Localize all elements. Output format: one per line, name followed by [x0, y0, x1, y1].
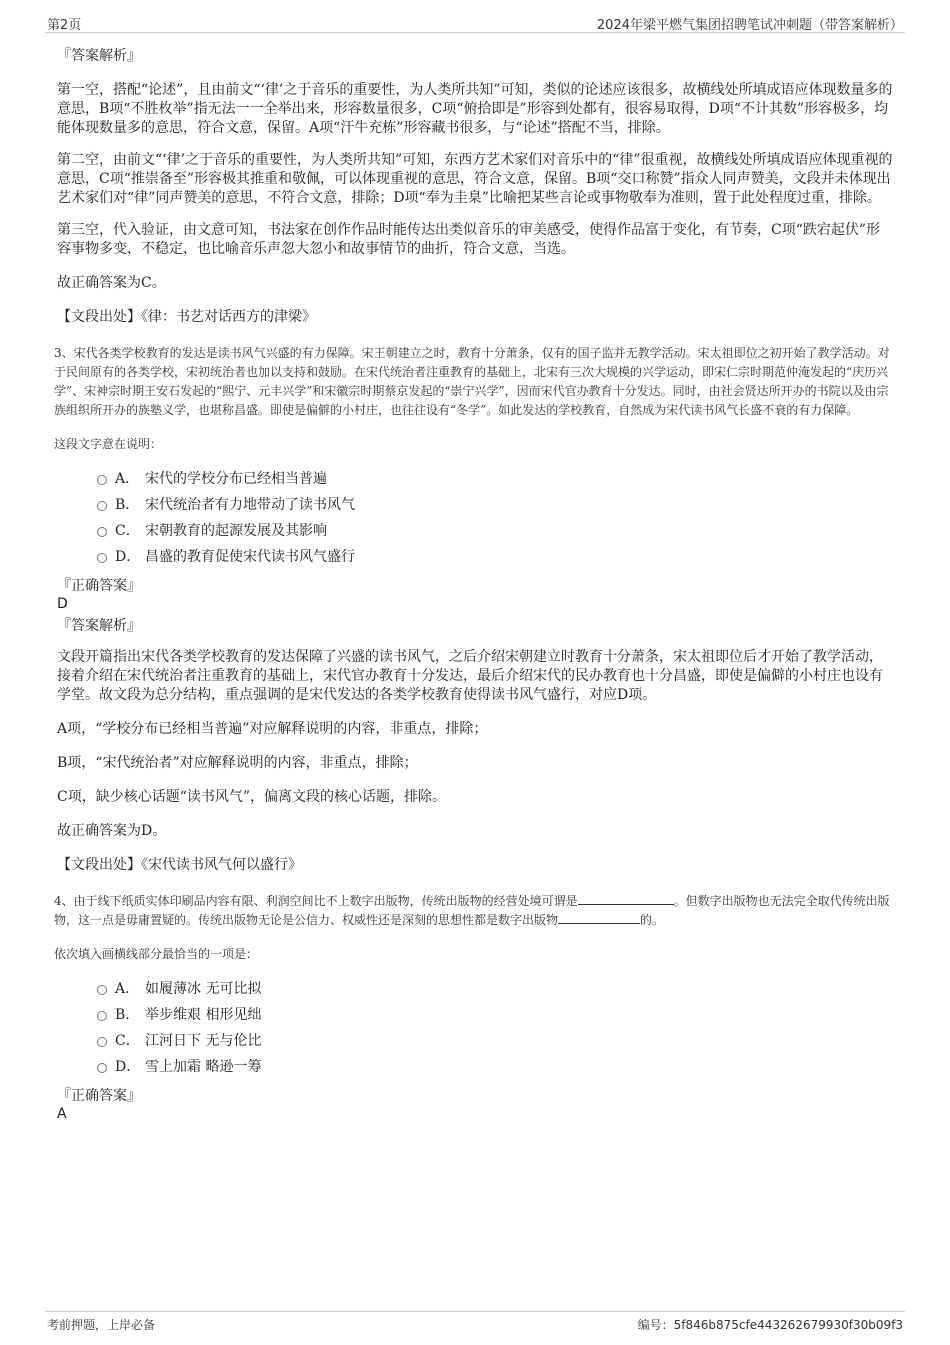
radio-icon[interactable] — [97, 553, 107, 563]
question-prompt: 这段文字意在说明： — [54, 437, 163, 451]
footer-slogan: 考前押题，上岸必备 — [47, 1318, 156, 1332]
source-citation: 【文段出处】《宋代读书风气何以盛行》 — [57, 857, 302, 873]
option-list — [57, 976, 893, 1080]
radio-icon[interactable] — [97, 475, 107, 485]
radio-icon[interactable] — [97, 527, 107, 537]
page-header — [45, 12, 905, 33]
radio-icon[interactable] — [97, 985, 107, 995]
answer-label: 『正确答案』 — [57, 578, 141, 594]
analysis-paragraph: 文段开篇指出宋代各类学校教育的发达保障了兴盛的读书风气，之后介绍宋朝建立时教育十分萧条，宋太祖即位后才开始了教学活动，接着介绍在宋代统治者注重教育的基础上，宋代官办教育十分发达，最后介绍宋代的民办教育也十分昌盛，即使是偏僻的小村庄也设有学堂。故文段为总分结构，重点强调的是宋代发达的各类学校教育使得读书风气盛行，对应D项。 — [57, 649, 883, 703]
source-citation: 【文段出处】《律：书艺对话西方的津梁》 — [57, 309, 316, 325]
radio-icon[interactable] — [97, 1063, 107, 1073]
document-title: 2024年梁平燃气集团招聘笔试冲刺题（带答案解析） — [596, 18, 903, 33]
correct-answer: D — [57, 596, 68, 612]
option-list — [57, 466, 893, 570]
option-a[interactable]: A． 宋代的学校分布已经相当普遍 — [57, 466, 893, 492]
radio-icon[interactable] — [97, 1037, 107, 1047]
analysis-paragraph: 第一空，搭配“论述”，且由前文“‘律’之于音乐的重要性，为人类所共知”可知，类似的论述应该很多，故横线处所填成语应体现数量多的意思，B项“不胜枚举”指无法一一全举出来，形容数量很多，C项“俯拾即是”形容到处都有，很容易取得，D项“不计其数”形容极多，均能体现数量多的意思，符合文意，保留。A项“汗牛充栋”形容藏书很多，与“论述”搭配不当，排除。 — [57, 82, 893, 136]
correct-answer: A — [57, 1106, 67, 1122]
answer-label: 『正确答案』 — [57, 1088, 141, 1104]
conclusion: 故正确答案为D。 — [57, 823, 167, 839]
analysis-label: 『答案解析』 — [57, 48, 141, 64]
question-passage: 3、宋代各类学校教育的发达是读书风气兴盛的有力保障。宋王朝建立之时，教育十分萧条，仅有的国子监并无教学活动。宋太祖即位之初开始了教学活动。对于民间原有的各类学校，宋初统治者也加以支持和鼓励。在宋代统治者注重教育的基础上，北宋有三次大规模的兴学运动，即宋仁宗时期范仲淹发起的“庆历兴学”、宋神宗时期王安石发起的“熙宁、元丰兴学”和宋徽宗时期蔡京发起的“崇宁兴学”，因而宋代官办教育十分发达。同时，由社会贤达所开办的书院以及由宗族组织所开办的族塾义学，也堪称昌盛。即使是偏僻的小村庄，也往往设有“冬学”。如此发达的学校教育，自然成为宋代读书风气长盛不衰的有力保障。 — [54, 346, 890, 417]
option-b[interactable]: B． 宋代统治者有力地带动了读书风气 — [57, 492, 893, 518]
analysis-paragraph: 第三空，代入验证，由文意可知，书法家在创作作品时能传达出类似音乐的审美感受，使得作品富于变化，有节奏，C项“跌宕起伏”形容事物多变，不稳定，也比喻音乐声忽大忽小和故事情节的曲折，符合文意，当选。 — [57, 222, 881, 257]
fill-blank — [578, 892, 674, 905]
option-d[interactable]: D． 昌盛的教育促使宋代读书风气盛行 — [57, 544, 893, 570]
page-number: 第2页 — [47, 18, 82, 33]
fill-blank — [558, 911, 640, 924]
radio-icon[interactable] — [97, 501, 107, 511]
option-note: A项，“学校分布已经相当普遍”对应解释说明的内容，非重点，排除； — [57, 721, 488, 737]
page-footer — [45, 1311, 905, 1336]
analysis-paragraph: 第二空，由前文“‘律’之于音乐的重要性，为人类所共知”可知，东西方艺术家们对音乐中的“律”很重视，故横线处所填成语应体现重视的意思，C项“推崇备至”形容极其推重和敬佩，可以体现重视的意思，符合文意，保留。B项“交口称赞”指众人同声赞美，文段并未体现出艺术家们对“律”同声赞美的意思，不符合文意，排除；D项“奉为圭臬”比喻把某些言论或事物敬奉为准则，置于此处程度过重，排除。 — [57, 152, 893, 206]
conclusion: 故正确答案为C。 — [57, 275, 166, 291]
option-note: C项，缺少核心话题“读书风气”，偏离文段的核心话题，排除。 — [57, 789, 447, 805]
analysis-label: 『答案解析』 — [57, 618, 141, 634]
option-a[interactable]: A． 如履薄冰 无可比拟 — [57, 976, 893, 1002]
document-serial: 编号：5f846b875cfe443262679930f30b09f3 — [637, 1318, 903, 1332]
option-note: B项，“宋代统治者”对应解释说明的内容，非重点，排除； — [57, 755, 418, 771]
option-b[interactable]: B． 举步维艰 相形见绌 — [57, 1002, 893, 1028]
page-content — [54, 44, 893, 1123]
radio-icon[interactable] — [97, 1011, 107, 1021]
option-c[interactable]: C． 江河日下 无与伦比 — [57, 1028, 893, 1054]
option-d[interactable]: D． 雪上加霜 略逊一筹 — [57, 1054, 893, 1080]
option-c[interactable]: C． 宋朝教育的起源发展及其影响 — [57, 518, 893, 544]
question-passage: 4、由于线下纸质实体印刷品内容有限、利润空间比不上数字出版物，传统出版物的经营处境可谓是 。但数字出版物也无法完全取代传统出版物，这一点是毋庸置疑的。传统出版物无论是公信力、权威性还是深刻的思想性都是数字出版物 的。 — [54, 894, 890, 927]
question-prompt: 依次填入画横线部分最恰当的一项是： — [54, 947, 259, 961]
